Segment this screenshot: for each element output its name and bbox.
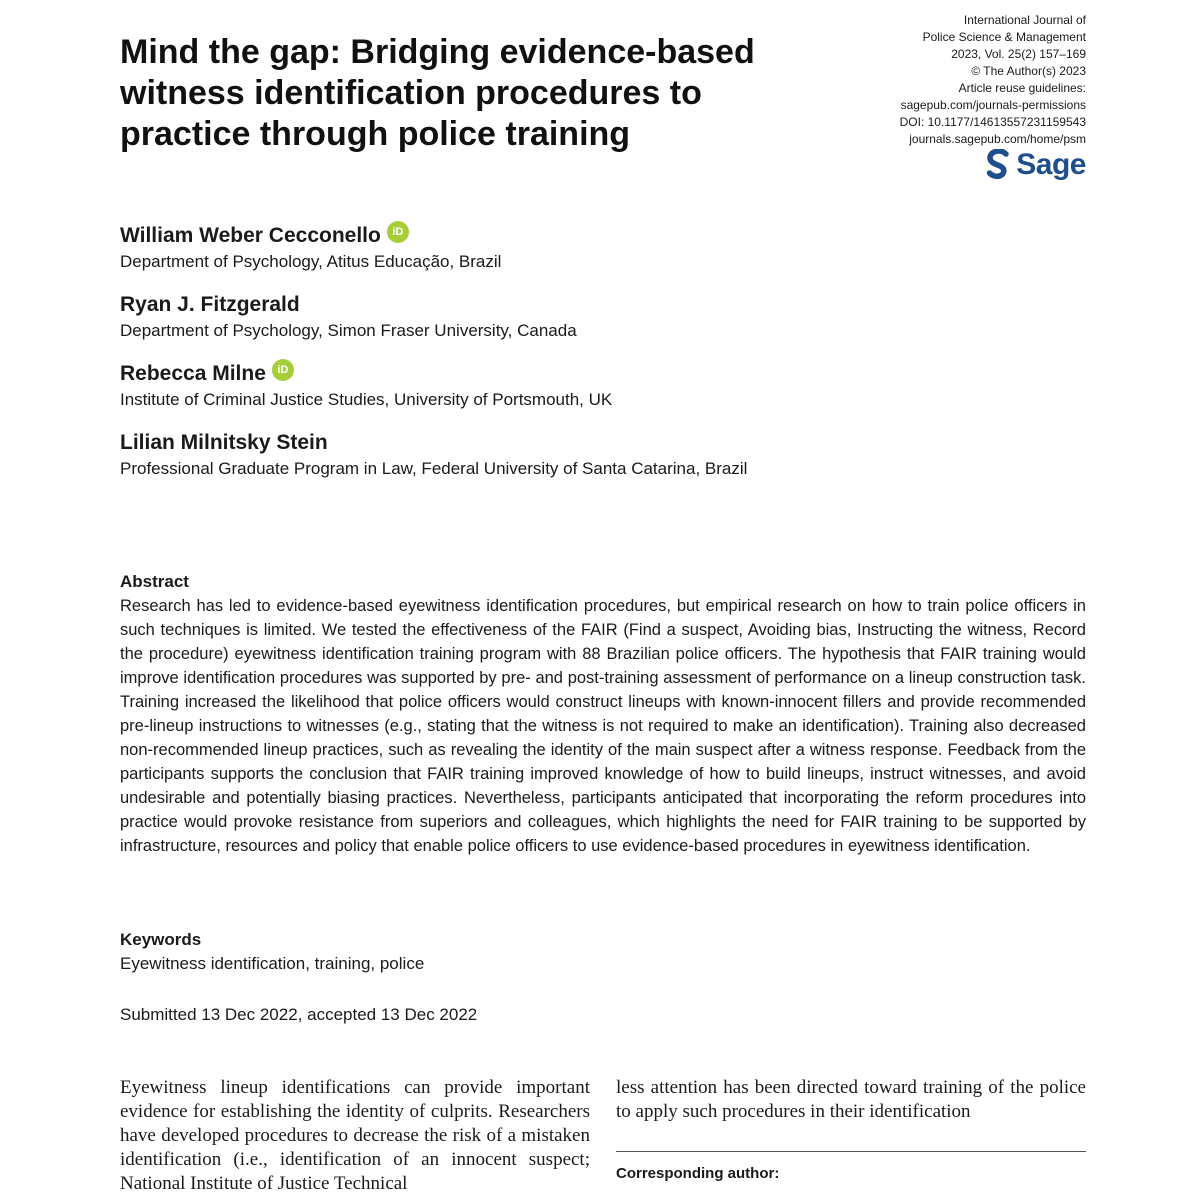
- journal-citation: 2023, Vol. 25(2) 157–169: [951, 47, 1086, 61]
- author-affiliation: Department of Psychology, Simon Fraser University, Canada: [120, 321, 577, 340]
- author-name: Lilian Milnitsky Stein: [120, 431, 328, 454]
- orcid-icon[interactable]: iD: [272, 359, 294, 381]
- body-column-right: less attention has been directed toward training of the police to apply such procedures in their identification: [616, 1077, 1086, 1122]
- journal-info: [766, 12, 1086, 148]
- abstract-text: Research has led to evidence-based eyewitness identification procedures, but empirical research on how to train police officers in such techniques is limited. We tested the effectiveness of the FAIR (Find a suspect, Avoiding bias, Instructing the witness, Record the procedure) eyewitness identification training program with 88 Brazilian police officers. The hypothesis that FAIR training would improve identification procedures was supported by pre- and post-training assessment of performance on a lineup construction task. Training increased the likelihood that police officers would construct lineups with known-innocent fillers and provide recommended pre-lineup instructions to witnesses (e.g., stating that the witness is not required to make an identification). Training also decreased non-recommended lineup practices, such as revealing the identity of the main suspect after a witness response. Feedback from the participants supports the conclusion that FAIR training improved knowledge of how to build lineups, instruct witnesses, and avoid undesirable and potentially biasing practices. Nevertheless, participants anticipated that incorporating the reform procedures into practice would provoke resistance from superiors and colleagues, which highlights the need for FAIR training to be supported by infrastructure, resources and policy that enable police officers to use evidence-based procedures in eyewitness identification.: [120, 597, 1086, 855]
- body-column-left: Eyewitness lineup identifications can provide important evidence for establishing the identity of culprits. Researchers have developed procedures to decrease the risk of a mistaken identification (i.e., identification of an innocent suspect; National Institute of Justice Technical: [120, 1077, 590, 1194]
- keywords-section: [120, 928, 1086, 976]
- corresponding-author-label: Corresponding author:: [616, 1165, 780, 1182]
- reuse-link[interactable]: sagepub.com/journals-permissions: [900, 98, 1086, 112]
- journal-name-line2: Police Science & Management: [922, 30, 1086, 44]
- author-entry: [120, 429, 1020, 481]
- article-title: Mind the gap: Bridging evidence-based witness identification procedures to practice through police training: [120, 33, 755, 153]
- submission-dates: Submitted 13 Dec 2022, accepted 13 Dec 2022: [120, 1005, 478, 1024]
- author-name: Rebecca Milne: [120, 362, 266, 385]
- author-entry: [120, 291, 1020, 343]
- author-affiliation: Department of Psychology, Atitus Educação, Brazil: [120, 252, 502, 271]
- journal-name-line1: International Journal of: [963, 13, 1086, 27]
- footnote-divider: [616, 1151, 1086, 1152]
- abstract-heading: Abstract: [120, 572, 189, 591]
- author-entry: [120, 222, 1020, 274]
- doi-link[interactable]: DOI: 10.1177/14613557231159543: [899, 115, 1086, 129]
- reuse-label: Article reuse guidelines:: [958, 81, 1086, 95]
- author-entry: [120, 360, 1020, 412]
- journal-copyright: © The Author(s) 2023: [971, 64, 1086, 78]
- orcid-icon[interactable]: iD: [387, 221, 409, 243]
- sage-wordmark: Sage: [1016, 148, 1086, 181]
- author-list: [120, 222, 1020, 498]
- author-affiliation: Institute of Criminal Justice Studies, University of Portsmouth, UK: [120, 390, 613, 409]
- author-name: William Weber Cecconello: [120, 224, 381, 247]
- keywords-heading: Keywords: [120, 930, 202, 949]
- sage-logo: [986, 148, 1086, 182]
- keywords-text: Eyewitness identification, training, police: [120, 954, 425, 973]
- abstract-section: [120, 570, 1086, 858]
- journal-homepage-link[interactable]: journals.sagepub.com/home/psm: [909, 132, 1086, 146]
- author-name: Ryan J. Fitzgerald: [120, 293, 300, 316]
- author-affiliation: Professional Graduate Program in Law, Federal University of Santa Catarina, Brazil: [120, 459, 748, 478]
- sage-s-icon: [986, 149, 1010, 181]
